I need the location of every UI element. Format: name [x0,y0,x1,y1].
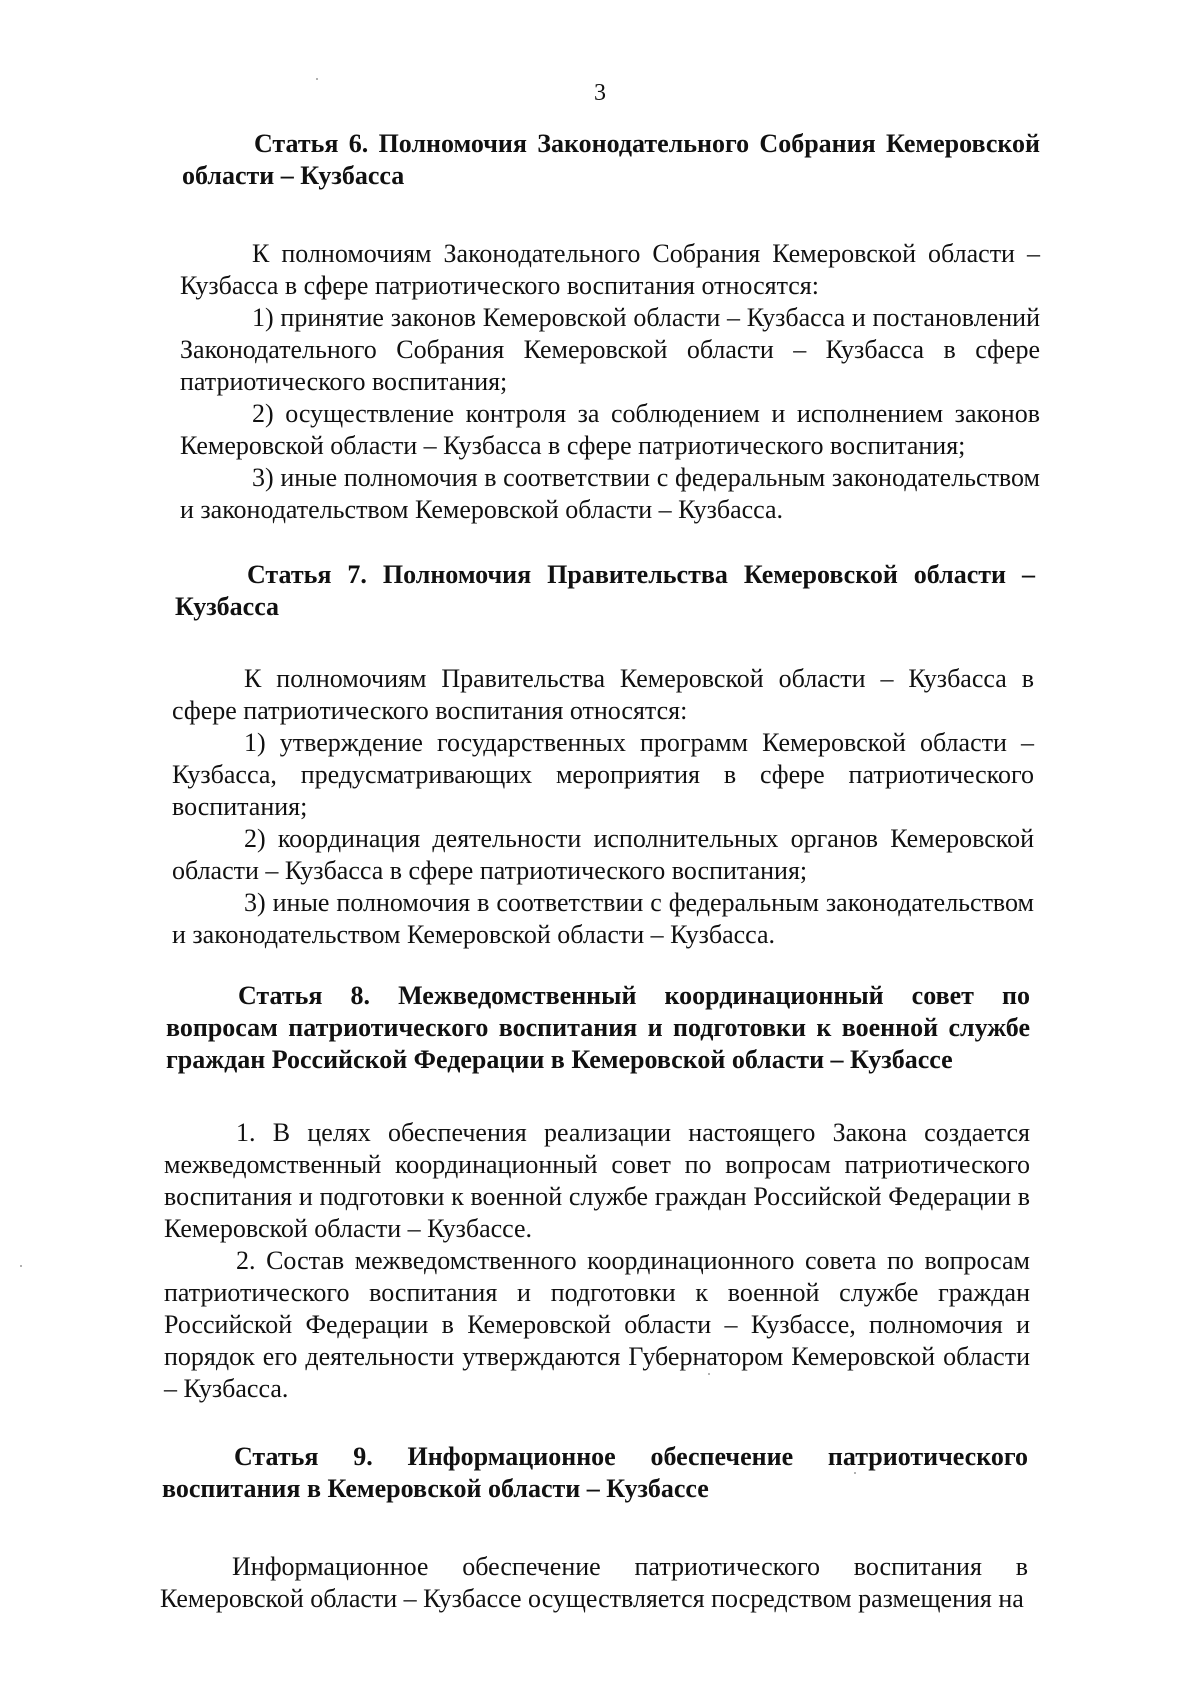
paragraph: 2. Состав межведомственного координационного совета по вопросам патриотического воспитания и подготовки к военной службе граждан Российской Федерации в Кемеровской области – Кузбассе, полномочия и порядок его деятельности утверждаются Губернатором Кемеровской области – Кузбасса. [164,1246,1030,1403]
article-9-heading [162,1441,1028,1505]
scan-speck [854,1472,856,1474]
list-item: 2) осуществление контроля за соблюдением и исполнением законов Кемеровской области – Кузбасса в сфере патриотического воспитания; [180,399,1040,460]
article-8-heading [166,980,1030,1076]
article-8-body [164,1117,1030,1405]
article-6-body [180,238,1040,526]
heading-text: Статья 6. Полномочия Законодательного Собрания Кемеровской области – Кузбасса [182,129,1040,190]
paragraph: К полномочиям Правительства Кемеровской области – Кузбасса в сфере патриотического воспитания относятся: [172,664,1034,725]
list-item: 3) иные полномочия в соответствии с федеральным законодательством и законодательством Кемеровской области – Кузбасса. [172,888,1034,949]
paragraph: К полномочиям Законодательного Собрания Кемеровской области – Кузбасса в сфере патриотического воспитания относятся: [180,239,1040,300]
list-item: 1) принятие законов Кемеровской области – Кузбасса и постановлений Законодательного Собрания Кемеровской области – Кузбасса в сфере патриотического воспитания; [180,303,1040,396]
heading-text: Статья 8. Межведомственный координационный совет по вопросам патриотического воспитания и подготовки к военной службе граждан Российской Федерации в Кемеровской области – Кузбассе [166,981,1030,1074]
article-7-body [172,663,1034,951]
article-6-heading [182,128,1040,192]
list-item: 2) координация деятельности исполнительных органов Кемеровской области – Кузбасса в сфере патриотического воспитания; [172,824,1034,885]
paragraph: Информационное обеспечение патриотического воспитания в Кемеровской области – Кузбассе осуществляется посредством размещения на [160,1552,1028,1613]
scan-speck [708,1373,710,1375]
list-item: 3) иные полномочия в соответствии с федеральным законодательством и законодательством Кемеровской области – Кузбасса. [180,463,1040,524]
scan-speck [316,78,318,80]
scan-speck [20,1265,22,1267]
list-item: 1) утверждение государственных программ Кемеровской области – Кузбасса, предусматривающих мероприятия в сфере патриотического воспитания; [172,728,1034,821]
page-number: 3 [594,80,606,106]
paragraph: 1. В целях обеспечения реализации настоящего Закона создается межведомственный координационный совет по вопросам патриотического воспитания и подготовки к военной службе граждан Российской Федерации в Кемеровской области – Кузбассе. [164,1118,1030,1243]
heading-text: Статья 7. Полномочия Правительства Кемеровской области – Кузбасса [175,560,1035,621]
article-9-body [160,1551,1028,1615]
article-7-heading [175,559,1035,623]
heading-text: Статья 9. Информационное обеспечение патриотического воспитания в Кемеровской области – Кузбассе [162,1442,1028,1503]
